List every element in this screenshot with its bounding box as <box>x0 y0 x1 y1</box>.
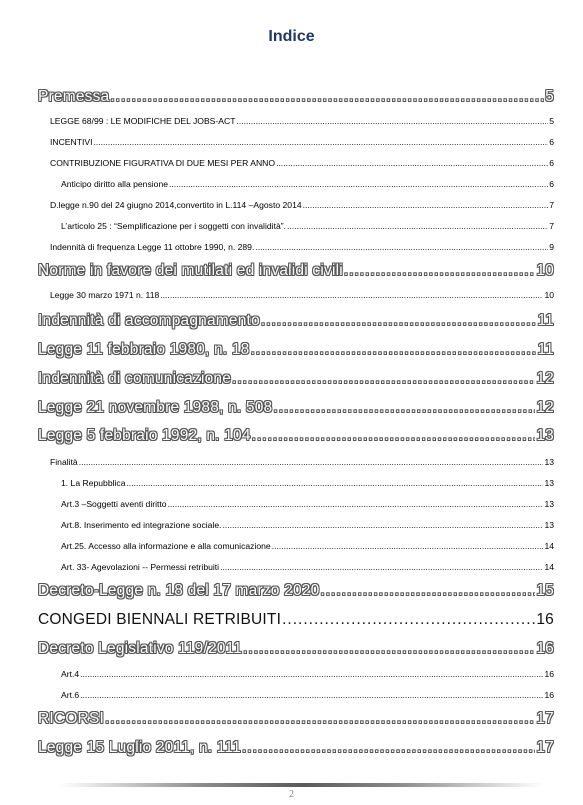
toc-entry-page: 17 <box>536 710 554 727</box>
toc-entry-legge-104-1992[interactable] <box>38 427 554 445</box>
toc-entry-label: Legge 30 marzo 1971 n. 118 <box>50 290 160 300</box>
toc-leader-dots <box>287 221 548 231</box>
toc-entry-art-25[interactable] <box>61 541 554 551</box>
toc-entry-ricorsi[interactable] <box>38 710 554 728</box>
toc-entry-page: 6 <box>549 137 554 147</box>
toc-leader-dots <box>272 541 544 551</box>
toc-entry-page: 5 <box>549 116 554 126</box>
footer-divider <box>60 783 543 787</box>
toc-entry-label: Indennità di comunicazione <box>38 370 232 387</box>
toc-entry-page: 7 <box>549 221 554 231</box>
toc-leader-dots <box>94 137 549 147</box>
toc-entry-indennita-frequenza[interactable] <box>50 242 554 252</box>
toc-entry-page: 6 <box>549 179 554 189</box>
toc-entry-label: Art.3 –Soggetti aventi diritto <box>61 499 167 509</box>
toc-entry-page: 13 <box>544 499 554 509</box>
toc-entry-page: 16 <box>544 690 554 700</box>
page-title: Indice <box>268 28 315 45</box>
toc-entry-page: 6 <box>549 158 554 168</box>
toc-leader-dots <box>169 179 548 189</box>
toc-entry-label: Indennità di accompagnamento <box>38 312 260 329</box>
toc-entry-legge-111-2011[interactable] <box>38 739 554 757</box>
toc-entry-label: Finalità <box>50 457 78 467</box>
toc-leader-dots <box>79 457 544 467</box>
toc-entry-label: Art.25. Accesso alla informazione e alla comunicazione <box>61 541 271 551</box>
toc-entry-page: 12 <box>536 399 554 416</box>
toc-entry-label: 1. La Repubblica <box>61 478 126 488</box>
toc-entry-indennita-comunicazione[interactable] <box>38 370 554 388</box>
toc-entry-label: Decreto Legislativo 119/2011 <box>38 640 243 657</box>
toc-leader-dots <box>220 562 543 572</box>
toc-entry-dlegge-90[interactable] <box>50 200 554 210</box>
toc-entry-art-4[interactable] <box>61 669 554 679</box>
toc-entry-art-6[interactable] <box>61 690 554 700</box>
toc-entry-label: Art.6 <box>61 690 80 700</box>
toc-entry-finalita[interactable] <box>50 457 554 467</box>
toc-entry-page: 11 <box>537 341 554 358</box>
toc-entry-label: Legge 5 febbraio 1992, n. 104 <box>38 427 251 444</box>
toc-leader-dots <box>320 582 535 600</box>
toc-entry-label: Premessa <box>38 88 110 105</box>
toc-entry-page: 16 <box>544 669 554 679</box>
toc-entry-page: 10 <box>536 262 554 279</box>
toc-entry-label: CONGEDI BIENNALI RETRIBUITI <box>38 611 282 628</box>
toc-entry-label: Art.4 <box>61 669 80 679</box>
toc-entry-page: 5 <box>545 88 554 105</box>
toc-entry-art-8[interactable] <box>61 520 554 530</box>
toc-leader-dots <box>282 611 535 629</box>
toc-entry-label: CONTRIBUZIONE FIGURATIVA DI DUE MESI PER ANNO <box>50 158 276 168</box>
toc-entry-label: Legge 11 febbraio 1980, n. 18 <box>38 341 250 358</box>
toc-leader-dots <box>160 290 543 300</box>
toc-entry-premessa[interactable] <box>38 88 554 106</box>
toc-entry-label: RICORSI <box>38 710 104 727</box>
toc-entry-art-3[interactable] <box>61 499 554 509</box>
toc-entry-label: Decreto-Legge n. 18 del 17 marzo 2020 <box>38 582 320 599</box>
toc-entry-legge-68-99[interactable] <box>50 116 554 126</box>
toc-leader-dots <box>261 312 537 330</box>
toc-entry-label: Indennità di frequenza Legge 11 ottobre 1990, n. 289. <box>50 242 255 252</box>
toc-leader-dots <box>223 520 544 530</box>
toc-leader-dots <box>80 690 543 700</box>
toc-entry-norme-mutilati[interactable] <box>38 262 554 280</box>
toc-entry-label: Legge 21 novembre 1988, n. 508 <box>38 399 273 416</box>
toc-leader-dots <box>236 116 548 126</box>
toc-leader-dots <box>276 158 548 168</box>
toc-entry-page: 16 <box>536 640 554 657</box>
toc-entry-page: 9 <box>549 242 554 252</box>
toc-entry-art-33[interactable] <box>61 562 554 572</box>
toc-entry-label: Anticipo diritto alla pensione <box>61 179 169 189</box>
toc-entry-page: 14 <box>544 541 554 551</box>
toc-entry-page: 12 <box>536 370 554 387</box>
toc-leader-dots <box>303 200 549 210</box>
toc-leader-dots <box>127 478 544 488</box>
toc-entry-legge-508-1988[interactable] <box>38 399 554 417</box>
toc-leader-dots <box>110 88 544 106</box>
toc-entry-page: 13 <box>544 520 554 530</box>
toc-entry-contribuzione[interactable] <box>50 158 554 168</box>
toc-leader-dots <box>105 710 535 728</box>
toc-entry-label: D.legge n.90 del 24 giugno 2014,convertito in L.114 –Agosto 2014 <box>50 200 302 210</box>
toc-entry-label: Art. 33- Agevolazioni -- Permessi retribuiti <box>61 562 220 572</box>
toc-entry-page: 14 <box>544 562 554 572</box>
page-number: 2 <box>289 789 294 800</box>
toc-entry-legge-118[interactable] <box>50 290 554 300</box>
toc-entry-congedi[interactable] <box>38 611 554 629</box>
toc-entry-label: Norme in favore dei mutilati ed invalidi civili <box>38 262 343 279</box>
toc-entry-articolo-25[interactable] <box>61 221 554 231</box>
toc-leader-dots <box>168 499 544 509</box>
toc-entry-page: 16 <box>536 611 554 628</box>
toc-entry-page: 17 <box>536 739 554 756</box>
toc-entry-dlgs-119[interactable] <box>38 640 554 658</box>
toc-entry-indennita-accompagnamento[interactable] <box>38 312 554 330</box>
toc-leader-dots <box>80 669 543 679</box>
toc-leader-dots <box>255 242 548 252</box>
toc-entry-legge-18-1980[interactable] <box>38 341 554 359</box>
toc-entry-page: 10 <box>544 290 554 300</box>
toc-entry-page: 11 <box>537 312 554 329</box>
toc-entry-la-repubblica[interactable] <box>61 478 554 488</box>
toc-leader-dots <box>242 739 535 757</box>
toc-entry-label: Legge 15 Luglio 2011, n. 111 <box>38 739 241 756</box>
toc-leader-dots <box>232 370 535 388</box>
toc-entry-label: Art.8. Inserimento ed integrazione sociale. <box>61 520 222 530</box>
toc-entry-label: LEGGE 68/99 : LE MODIFICHE DEL JOBS-ACT <box>50 116 236 126</box>
toc-entry-incentivi[interactable] <box>50 137 554 147</box>
toc-entry-page: 13 <box>544 457 554 467</box>
toc-entry-label: INCENTIVI <box>50 137 93 147</box>
toc-entry-page: 15 <box>536 582 554 599</box>
toc-entry-anticipo[interactable] <box>61 179 554 189</box>
toc-entry-page: 13 <box>544 478 554 488</box>
toc-leader-dots <box>243 640 535 658</box>
toc-leader-dots <box>273 399 535 417</box>
toc-leader-dots <box>344 262 535 280</box>
toc-entry-label: L’articolo 25 : “Semplificazione per i soggetti con invalidità”. <box>61 221 286 231</box>
toc-entry-page: 7 <box>549 200 554 210</box>
toc-leader-dots <box>251 341 537 359</box>
toc-entry-page: 13 <box>536 427 554 444</box>
toc-leader-dots <box>252 427 536 445</box>
toc-entry-decreto-legge-18[interactable] <box>38 582 554 600</box>
